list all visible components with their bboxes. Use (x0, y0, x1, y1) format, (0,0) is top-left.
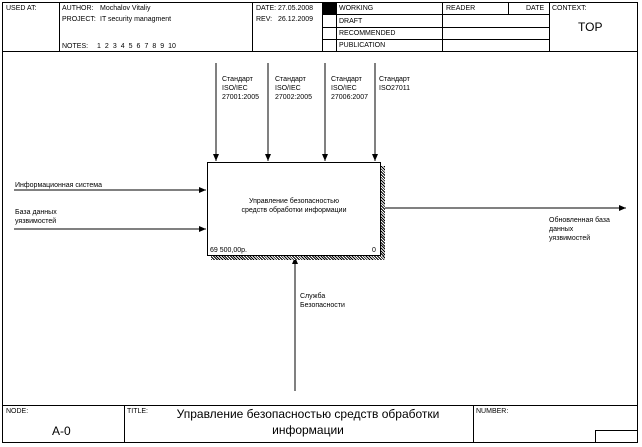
control-label-3-line: 27006:2007 (331, 94, 368, 101)
footer-divider-number (473, 405, 474, 443)
date-value: 27.05.2008 (278, 5, 314, 12)
control-label-2-line: Стандарт (275, 76, 306, 83)
status-draft: DRAFT (339, 18, 363, 25)
mechanism-label-line: Служба (300, 293, 326, 300)
activity-box-shadow-right (381, 166, 385, 260)
output-label (549, 216, 610, 243)
footer-divider-node (124, 405, 125, 443)
mechanism-label-line: Безопасности (300, 302, 345, 309)
note-number[interactable]: 9 (160, 43, 165, 50)
output-label-line: уязвимостей (549, 235, 591, 242)
control-label-2-line: ISO/IEC (275, 85, 301, 92)
title-label: TITLE: (127, 408, 149, 415)
output-label-line: Обновленная база (549, 217, 610, 224)
context-value: TOP (578, 20, 603, 34)
input-label-2-line: База данных (15, 209, 57, 216)
input-label-2 (15, 208, 57, 226)
control-label-2 (275, 75, 312, 102)
footer-title-line-1: Управление безопасностью средств обработки (176, 407, 440, 421)
number-label: NUMBER: (476, 408, 509, 415)
context-label: CONTEXT: (552, 5, 587, 12)
footer-top-border (2, 405, 638, 406)
note-number[interactable]: 5 (128, 43, 133, 50)
used-at-label: USED AT: (6, 5, 37, 12)
control-label-4 (379, 75, 410, 93)
note-number[interactable]: 4 (120, 43, 125, 50)
footer-corner-box (595, 430, 638, 443)
activity-box-cost: 69 500,00р. (210, 247, 247, 254)
note-number[interactable]: 6 (136, 43, 141, 50)
note-number[interactable]: 1 (97, 43, 101, 50)
activity-box-title-line-1: Управление безопасностью (248, 198, 340, 205)
node-value: A-0 (52, 424, 71, 438)
control-label-1-line: Стандарт (222, 76, 253, 83)
input-label-1: Информационная система (15, 182, 102, 189)
date-label: DATE: (256, 5, 277, 12)
status-recommended: RECOMMENDED (339, 30, 396, 37)
output-label-line: данных (549, 226, 574, 233)
activity-box-shadow-bottom (211, 256, 385, 260)
project-value: IT security managment (100, 16, 172, 23)
note-number[interactable]: 3 (112, 43, 117, 50)
control-label-1-line: ISO/IEC (222, 85, 248, 92)
notes-label: NOTES: (62, 43, 89, 50)
footer-title-line-2: информации (272, 423, 344, 437)
rev-label: REV: (256, 16, 273, 23)
control-label-1-line: 27001:2005 (222, 94, 259, 101)
status-working: WORKING (339, 5, 374, 12)
control-label-3-line: Стандарт (331, 76, 362, 83)
note-number[interactable]: 10 (168, 43, 176, 50)
project-label: PROJECT: (62, 16, 96, 23)
author-value: Mochalov Vitaliy (100, 5, 151, 12)
control-label-1 (222, 75, 259, 102)
control-label-3-line: ISO/IEC (331, 85, 357, 92)
note-number[interactable]: 2 (104, 43, 109, 50)
control-label-4-line: ISO27011 (379, 85, 411, 92)
activity-box-number: 0 (372, 247, 376, 254)
status-publication: PUBLICATION (339, 42, 386, 49)
control-label-4-line: Стандарт (379, 76, 410, 83)
control-label-3 (331, 75, 368, 102)
mechanism-label (300, 292, 345, 310)
activity-box-title-line-2: средств обработки информации (241, 207, 347, 214)
control-label-2-line: 27002:2005 (275, 94, 312, 101)
note-number[interactable]: 7 (144, 43, 149, 50)
reader-label: READER (446, 5, 476, 12)
rev-value: 26.12.2009 (278, 16, 314, 23)
node-label: NODE: (6, 408, 29, 415)
note-number[interactable]: 8 (152, 43, 157, 50)
author-label: AUTHOR: (62, 5, 94, 12)
input-label-2-line: уязвимостей (15, 218, 57, 225)
reader-date-label: DATE (526, 5, 545, 12)
